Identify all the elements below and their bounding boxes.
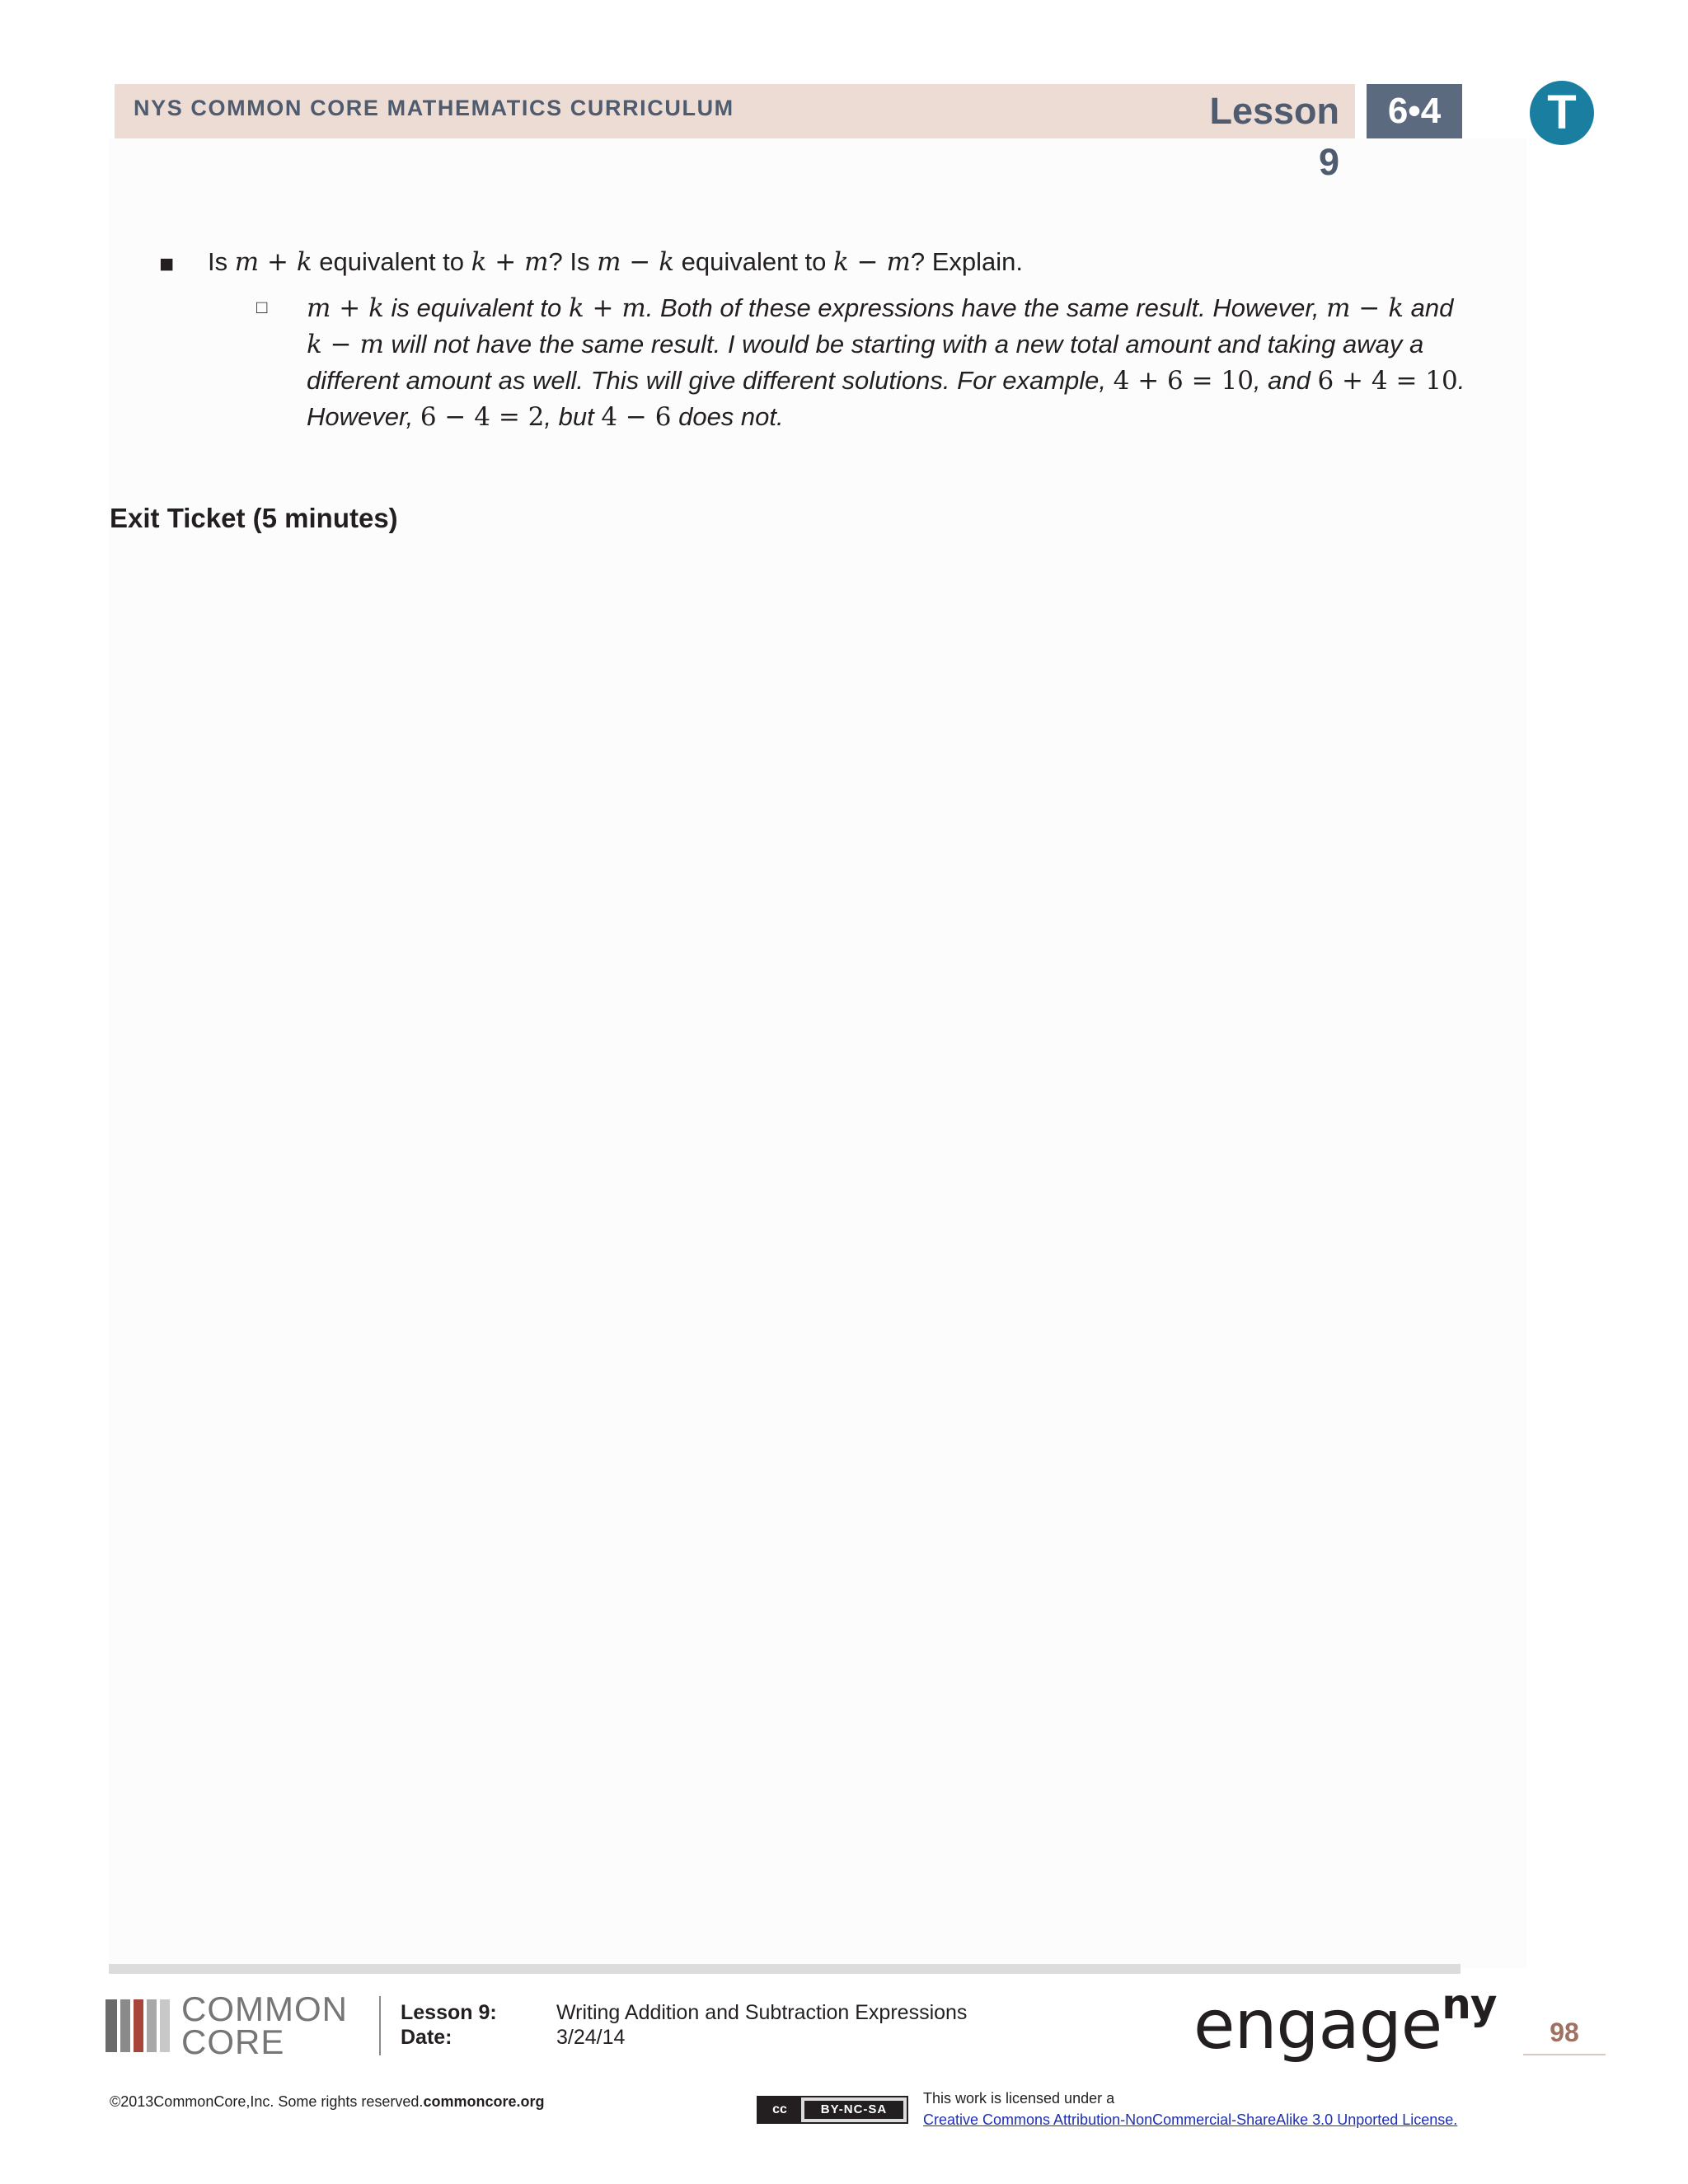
math-expression: m + k: [234, 247, 312, 277]
license-text: This work is licensed under a: [923, 2090, 1115, 2107]
common-core-logo-icon: [106, 1999, 171, 2052]
math-expression: k + m: [471, 247, 549, 277]
footer-rule: [109, 1964, 1461, 1974]
math-expression: m − k: [1326, 293, 1404, 323]
answer-part: is equivalent to: [383, 293, 569, 322]
question-part: ? Explain.: [910, 247, 1024, 276]
page-number-rule: [1523, 2054, 1606, 2055]
math-expression: 4 + 6 = 10: [1113, 366, 1254, 396]
answer-line-2: [307, 326, 1444, 363]
answer-part: and: [1404, 293, 1454, 322]
answer-part: , and: [1253, 366, 1318, 395]
footer-lesson-label: Lesson 9:: [401, 2001, 497, 2024]
math-expression: k − m: [833, 247, 911, 277]
answer-part: does not.: [671, 402, 784, 431]
math-expression: 6 − 4 = 2: [420, 402, 545, 432]
copyright-text: ©2013CommonCore,Inc. Some rights reserved.: [110, 2093, 424, 2110]
answer-text: [307, 290, 1465, 435]
answer-part: , but: [544, 402, 602, 431]
answer-part: .: [1457, 366, 1465, 395]
math-expression: k + m: [568, 293, 646, 323]
math-expression: m + k: [307, 293, 384, 323]
math-expression: k − m: [307, 330, 384, 359]
footer-date-value: 3/24/14: [556, 2026, 626, 2049]
logo-line-1: COMMON: [181, 1990, 348, 2028]
square-bullet-icon: ■: [159, 251, 175, 278]
footer-lesson-title: Writing Addition and Subtraction Expressions: [556, 2001, 968, 2024]
question-part: ? Is: [548, 247, 598, 276]
question-part: equivalent to: [312, 247, 471, 276]
footer-date-label: Date:: [401, 2026, 452, 2049]
engageny-logo: [1193, 1980, 1497, 2064]
answer-part: will not have the same result. I would be starting with a new total amount and taking away a: [383, 330, 1424, 359]
lesson-label: Lesson 9: [1209, 90, 1339, 183]
answer-line-3: [307, 363, 1465, 399]
engage-ny-superscript: ny: [1442, 1980, 1497, 2028]
cc-symbol: cc: [758, 2097, 801, 2122]
math-expression: 6 + 4 = 10: [1317, 366, 1458, 396]
hollow-square-bullet-icon: □: [256, 297, 268, 317]
answer-part: different amount as well. This will give different solutions. For example,: [307, 366, 1114, 395]
answer-line-4: [307, 399, 1444, 435]
page-number: 98: [1550, 2018, 1579, 2047]
logo-line-2: CORE: [181, 2022, 285, 2061]
question-text: [208, 247, 1023, 277]
copyright-site: commoncore.org: [423, 2093, 545, 2110]
exit-ticket-heading: Exit Ticket (5 minutes): [110, 503, 398, 533]
engage-text: engage: [1193, 1986, 1442, 2064]
cc-badge-text: BY-NC-SA: [804, 2101, 903, 2119]
common-core-logo-text: [181, 1990, 348, 2061]
answer-line-1: [307, 290, 1454, 326]
creative-commons-badge-icon: [757, 2096, 908, 2124]
answer-part: . Both of these expressions have the same result. However,: [645, 293, 1327, 322]
copyright-notice: [110, 2093, 544, 2111]
footer-divider: [379, 1996, 381, 2055]
license-link[interactable]: Creative Commons Attribution-NonCommercial-ShareAlike 3.0 Unported License.: [923, 2111, 1458, 2128]
question-part: Is: [208, 247, 235, 276]
module-badge: 6•4: [1367, 84, 1462, 138]
math-expression: m − k: [597, 247, 674, 277]
teacher-edition-icon: T: [1530, 81, 1594, 145]
answer-part: However,: [307, 402, 420, 431]
question-part: equivalent to: [673, 247, 834, 276]
math-expression: 4 − 6: [601, 402, 672, 432]
curriculum-title: NYS COMMON CORE MATHEMATICS CURRICULUM: [134, 96, 734, 120]
